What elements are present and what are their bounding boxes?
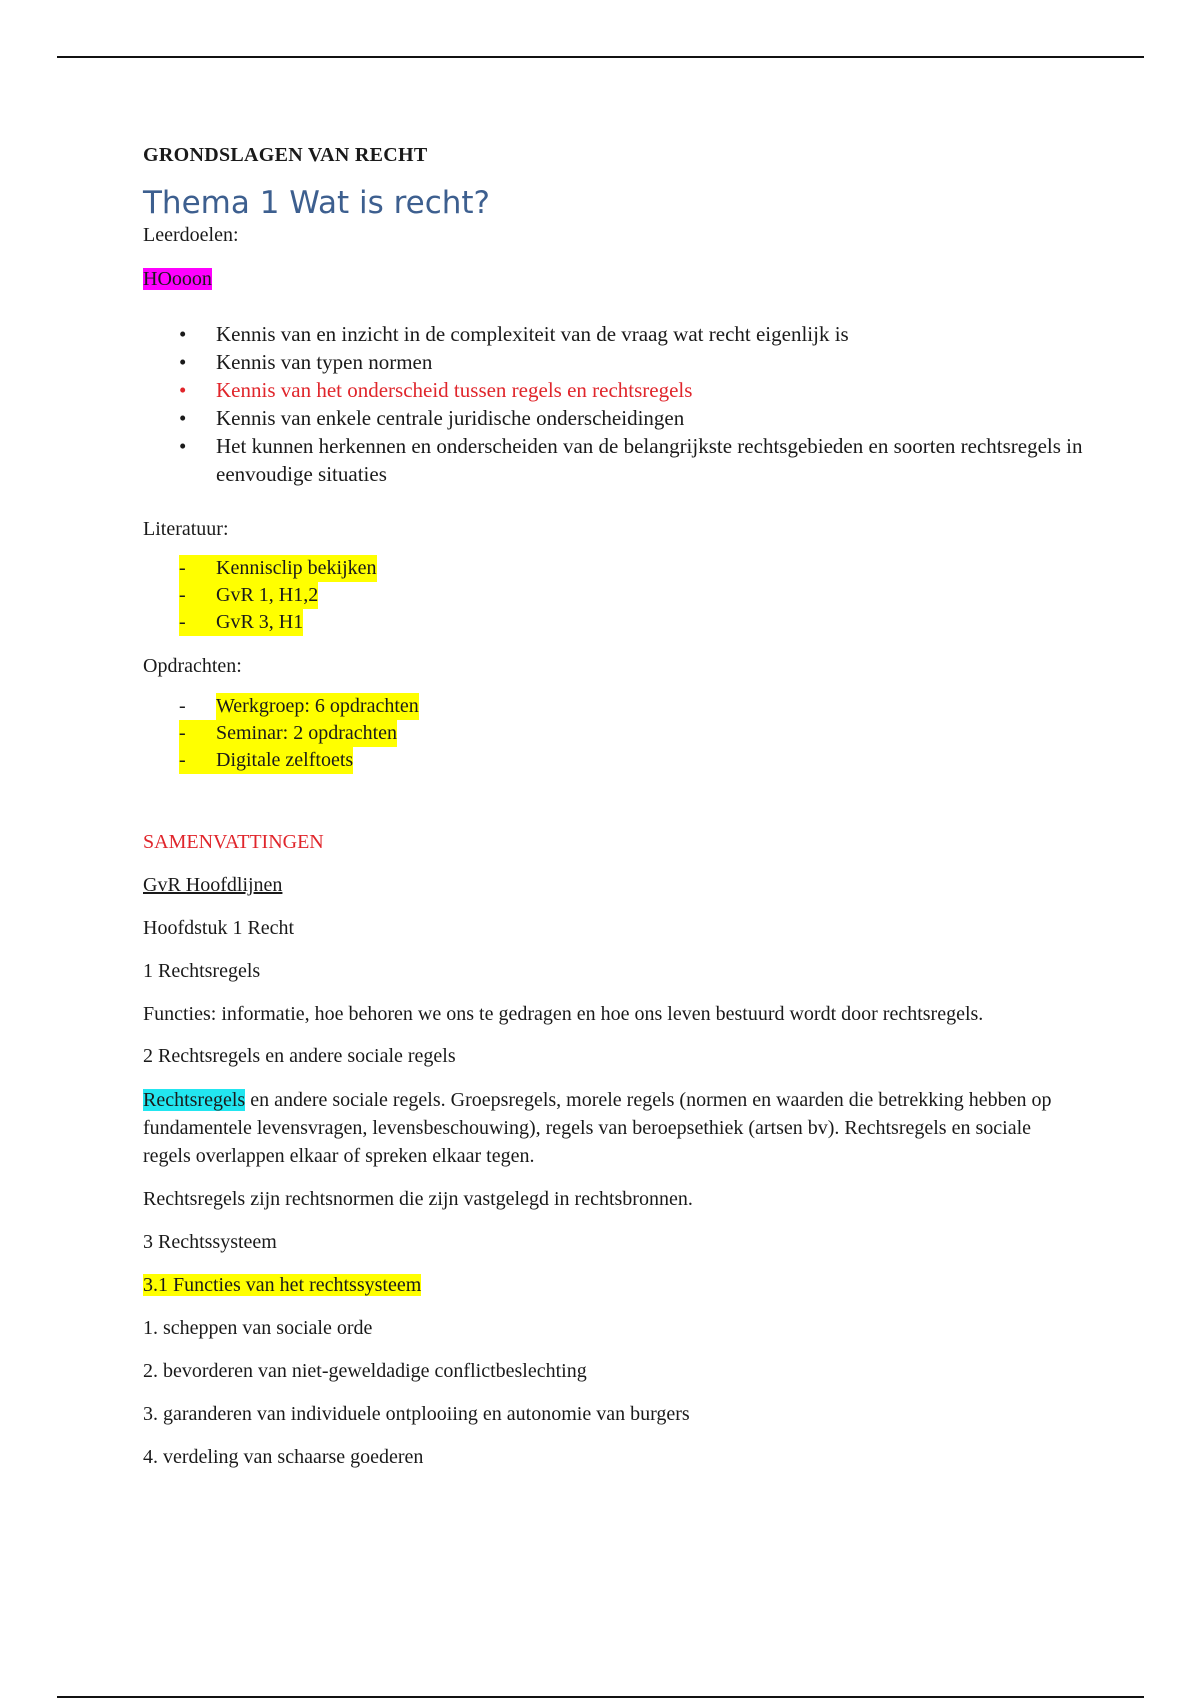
list-item: - GvR 1, H1,2: [179, 582, 1083, 609]
section-1-text: Functies: informatie, hoe behoren we ons te gedragen en hoe ons leven bestuurd wordt door rechtsregels.: [143, 1003, 984, 1025]
opdrachten-list: [179, 693, 1083, 774]
document-body: [143, 140, 1083, 1471]
leerdoelen-list: [143, 320, 1083, 488]
dash-icon: -: [179, 557, 186, 579]
bullet-icon: •: [179, 350, 187, 374]
highlighted-term: Rechtsregels: [143, 1089, 246, 1111]
dash-icon: -: [179, 584, 186, 606]
section-2-text: Rechtsregels en andere sociale regels. Groepsregels, morele regels (normen en waarden die betrekking hebben op fundamentele levensvragen, levensbeschouwing), regels van beroepsethiek (artsen bv). Rechtsregels en sociale regels overlappen elkaar of spreken elkaar tegen.: [143, 1089, 1052, 1167]
list-item: • Kennis van en inzicht in de complexiteit van de vraag wat recht eigenlijk is: [179, 322, 849, 346]
dash-icon: -: [179, 749, 186, 771]
section-1-title: 1 Rechtsregels: [143, 960, 261, 982]
document-header: GRONDSLAGEN VAN RECHT: [143, 144, 428, 166]
bottom-rule: [57, 1696, 1144, 1698]
dash-icon: -: [179, 611, 186, 633]
literatuur-label: Literatuur:: [143, 518, 229, 540]
literatuur-list: [179, 555, 1083, 636]
functie-item: 3. garanderen van individuele ontplooiing en autonomie van burgers: [143, 1403, 690, 1425]
top-rule: [57, 56, 1144, 58]
section-2-title: 2 Rechtsregels en andere sociale regels: [143, 1045, 456, 1067]
list-item: - Werkgroep: 6 opdrachten: [179, 693, 1083, 720]
samenvattingen-heading: SAMENVATTINGEN: [143, 831, 324, 853]
functie-item: 4. verdeling van schaarse goederen: [143, 1446, 424, 1468]
functie-item: 1. scheppen van sociale orde: [143, 1317, 373, 1339]
list-item: - Seminar: 2 opdrachten: [179, 720, 1083, 747]
dash-icon: -: [179, 722, 186, 744]
list-item: - GvR 3, H1: [179, 609, 1083, 636]
bullet-icon: •: [179, 378, 187, 402]
list-item: • Kennis van typen normen: [179, 350, 433, 374]
list-item: - Kennisclip bekijken: [179, 555, 1083, 582]
gvr-heading: GvR Hoofdlijnen: [143, 874, 283, 896]
bullet-icon: •: [179, 322, 187, 346]
theme-title: Thema 1 Wat is recht?: [143, 185, 491, 221]
leerdoelen-label: Leerdoelen:: [143, 224, 239, 246]
list-item: • Kennis van het onderscheid tussen regels en rechtsregels: [179, 378, 693, 402]
highlight-note-row: [143, 265, 1083, 293]
dash-icon: -: [179, 695, 186, 717]
bullet-icon: •: [179, 434, 187, 458]
hoofdstuk-heading: Hoofdstuk 1 Recht: [143, 917, 295, 939]
list-item: • Het kunnen herkennen en onderscheiden van de belangrijkste rechtsgebieden en soorten rechtsregels in eenvoudige situaties: [179, 434, 1083, 486]
highlight-note: HOooon: [143, 268, 212, 290]
section-3-title: 3 Rechtssysteem: [143, 1231, 277, 1253]
opdrachten-label: Opdrachten:: [143, 655, 242, 677]
section-3-1-title: 3.1 Functies van het rechtssysteem: [143, 1274, 422, 1296]
list-item: • Kennis van enkele centrale juridische onderscheidingen: [179, 406, 685, 430]
list-item: - Digitale zelftoets: [179, 747, 1083, 774]
section-3-1-title-row: [143, 1271, 1083, 1299]
bullet-icon: •: [179, 406, 187, 430]
section-2-text-2: Rechtsregels zijn rechtsnormen die zijn vastgelegd in rechtsbronnen.: [143, 1188, 693, 1210]
functie-item: 2. bevorderen van niet-geweldadige conflictbeslechting: [143, 1360, 587, 1382]
